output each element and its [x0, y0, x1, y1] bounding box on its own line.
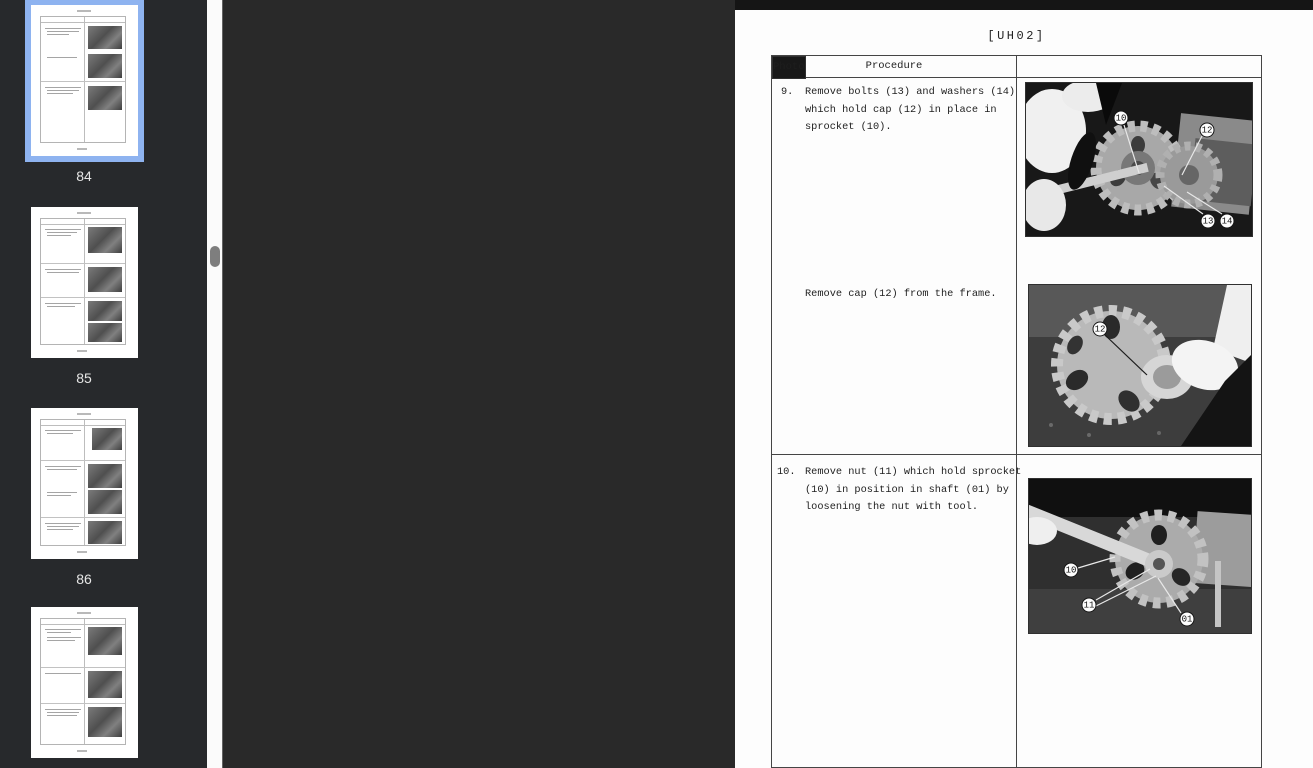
page-number-label: 86	[76, 571, 92, 587]
page-top-shadow	[735, 0, 1313, 10]
procedure-table	[771, 55, 1262, 768]
callout-14: 14	[1220, 214, 1235, 229]
table-row-step-9	[772, 78, 1261, 455]
photo-cell	[1017, 78, 1261, 454]
column-header-photo: Photo	[772, 56, 806, 79]
step-number: 10.	[777, 466, 796, 478]
callout-10: 10	[1064, 563, 1079, 578]
step-text-line: which hold cap (12) in place in	[805, 103, 997, 116]
sidebar-scrollbar-thumb[interactable]	[210, 246, 220, 267]
step-extra-text: Remove cap (12) from the frame.	[805, 288, 997, 300]
step-text-line: Remove bolts (13) and washers (14)	[805, 86, 1016, 98]
callout-12: 12	[1200, 123, 1215, 138]
thumbnail-preview-86[interactable]	[31, 408, 138, 559]
step-text-line: loosening the nut with tool.	[805, 501, 979, 513]
thumbnail-item-86[interactable]	[30, 408, 138, 587]
page-number-label: 84	[76, 168, 92, 184]
callout-11: 11	[1082, 598, 1097, 613]
photo-art	[1029, 285, 1251, 446]
photo-cell	[1017, 455, 1261, 767]
page-number-label: 85	[76, 370, 92, 386]
table-header-row	[772, 56, 1261, 78]
table-row-step-10	[772, 455, 1261, 767]
callout-01: 01	[1180, 612, 1195, 627]
photo-remove-cap	[1028, 284, 1252, 447]
manual-page	[735, 10, 1313, 768]
callout-13: 13	[1201, 214, 1216, 229]
step-text-line: Remove nut (11) which hold sprocket	[805, 466, 1022, 478]
thumbnail-item-87[interactable]	[30, 607, 138, 768]
thumbnail-item-84[interactable]	[30, 5, 138, 184]
photo-art	[1029, 479, 1251, 633]
column-header-procedure: Procedure	[772, 56, 1017, 77]
photo-art	[1026, 83, 1252, 236]
procedure-cell	[772, 78, 1017, 454]
step-number: 9.	[781, 86, 794, 98]
thumbnail-preview-85[interactable]	[31, 207, 138, 358]
sidebar-scrollbar[interactable]	[207, 0, 223, 768]
thumbnail-sidebar	[0, 0, 207, 768]
callout-12: 12	[1093, 322, 1108, 337]
photo-remove-bolts	[1025, 82, 1253, 237]
step-text-line: (10) in position in shaft (01) by	[805, 483, 1009, 496]
photo-remove-nut	[1028, 478, 1252, 634]
thumbnail-preview-87[interactable]	[31, 607, 138, 758]
procedure-cell	[772, 455, 1022, 767]
document-view-area	[224, 0, 1313, 768]
callout-10: 10	[1114, 111, 1129, 126]
thumbnail-item-85[interactable]	[30, 207, 138, 386]
thumbnail-preview-84[interactable]	[31, 5, 138, 156]
page-section-tag: [UH02]	[987, 29, 1046, 43]
step-text	[805, 464, 1021, 517]
step-text	[805, 84, 1015, 137]
step-text-line: sprocket (10).	[805, 121, 892, 133]
